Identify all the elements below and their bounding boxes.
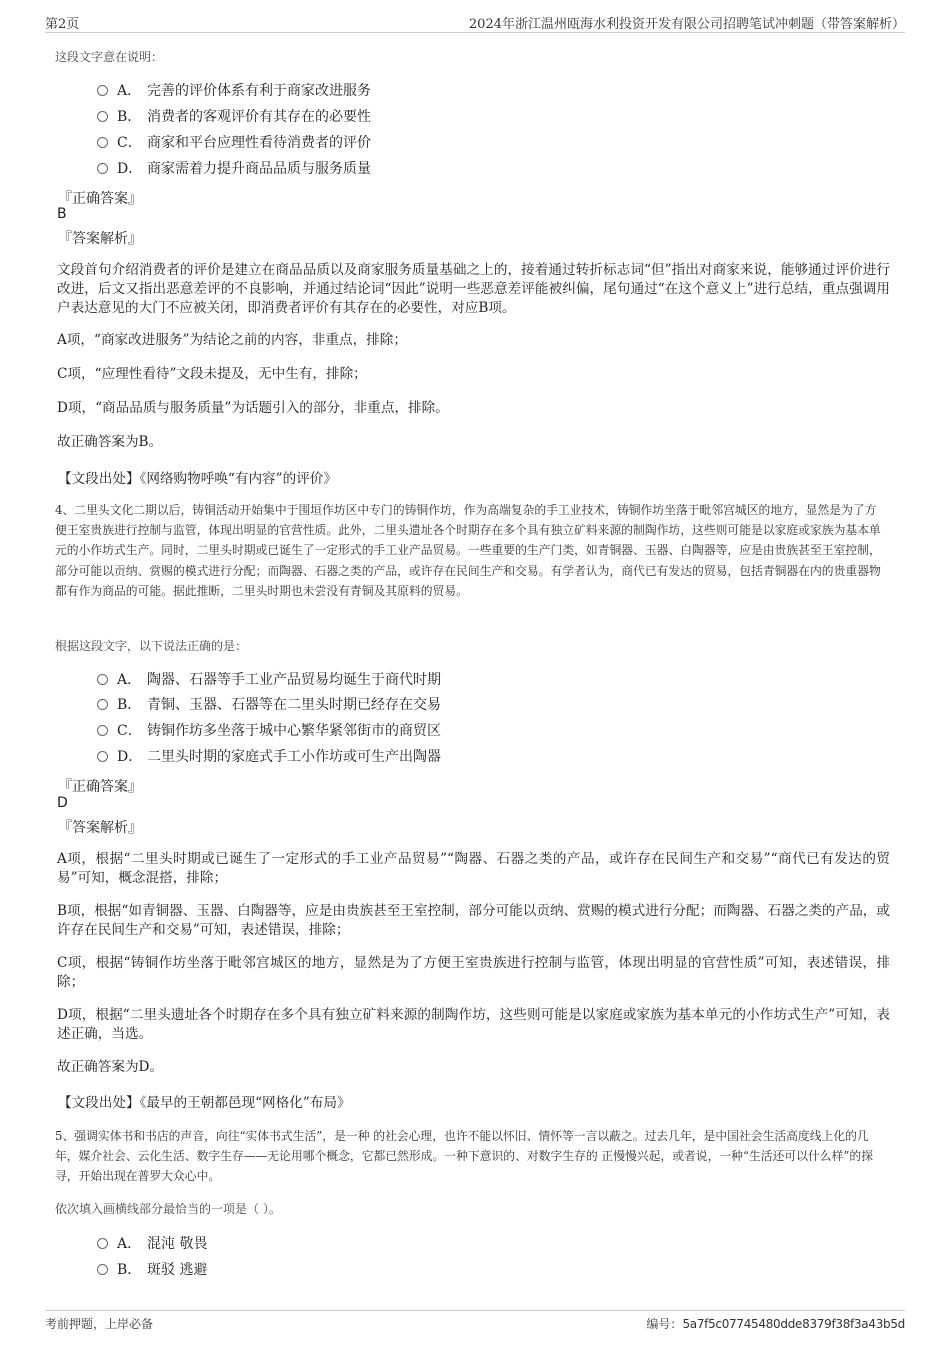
q5-option-a[interactable]: A． 混沌 敬畏 — [97, 1233, 207, 1255]
q4-prompt: 根据这段文字，以下说法正确的是： — [55, 639, 248, 653]
footer-slogan: 考前押题，上岸必备 — [45, 1317, 154, 1331]
q4-option-a[interactable]: A． 陶器、石器等手工业产品贸易均诞生于商代时期 — [97, 669, 441, 691]
q5-option-b[interactable]: B． 斑驳 逃避 — [97, 1259, 207, 1281]
radio-icon[interactable] — [97, 751, 108, 762]
q3-analysis-heading: 『答案解析』 — [58, 231, 142, 247]
q3-option-c[interactable]: C． 商家和平台应理性看待消费者的评价 — [97, 132, 371, 154]
q3-conclusion: 故正确答案为B。 — [57, 434, 163, 450]
document-title: 2024年浙江温州瓯海水利投资开发有限公司招聘笔试冲刺题（带答案解析） — [468, 17, 905, 32]
radio-icon[interactable] — [97, 1264, 108, 1275]
q4-analysis-c: C项，根据“铸铜作坊坐落于毗邻宫城区的地方，显然是为了方便王室贵族进行控制与监管，体现出明显的官营性质”可知，表述错误，排除； — [57, 955, 890, 990]
document-id: 编号：5a7f5c07745480dde8379f38f3a43b5d — [646, 1317, 905, 1331]
q3-option-d[interactable]: D． 商家需着力提升商品品质与服务质量 — [97, 158, 371, 180]
radio-icon[interactable] — [97, 163, 108, 174]
q5-prompt: 依次填入画横线部分最恰当的一项是（ ）。 — [55, 1202, 281, 1216]
radio-icon[interactable] — [97, 725, 108, 736]
q4-passage: 4、二里头文化二期以后，铸铜活动开始集中于围垣作坊区中专门的铸铜作坊，作为高端复杂的手工业技术，铸铜作坊坐落于毗邻宫城区的地方，显然是为了方便王室贵族进行控制与监管，体现出明显的官营性质。此外，二里头遗址各个时期存在多个具有独立矿料来源的制陶作坊，这些则可能是以家庭或家族为基本单元的小作坊式生产。同时，二里头时期或已诞生了一定形式的手工业产品贸易。一些重要的生产门类，如青铜器、玉器、白陶器等，应是由贵族甚至王室控制，部分可能以贡纳、赏赐的模式进行分配；而陶器、石器之类的产品，或许存在民间生产和交易。有学者认为，商代已有发达的贸易，包括青铜器在内的贵重器物都有作为商品的可能。据此推断，二里头时期也未尝没有青铜及其原料的贸易。 — [55, 503, 881, 598]
q4-analysis-d: D项，根据“二里头遗址各个时期存在多个具有独立矿料来源的制陶作坊，这些则可能是以家庭或家族为基本单元的小作坊式生产”可知，表述正确，当选。 — [57, 1007, 890, 1042]
q4-analysis-a: A项，根据“二里头时期或已诞生了一定形式的手工业产品贸易”“陶器、石器之类的产品，或许存在民间生产和交易”“商代已有发达的贸易”可知，概念混搭，排除； — [57, 851, 890, 886]
q4-conclusion: 故正确答案为D。 — [57, 1059, 164, 1075]
radio-icon[interactable] — [97, 111, 108, 122]
q3-analysis-a: A项，“商家改进服务”为结论之前的内容，非重点，排除； — [57, 332, 407, 348]
q4-analysis-b: B项，根据“如青铜器、玉器、白陶器等，应是由贵族甚至王室控制，部分可能以贡纳、赏赐的模式进行分配；而陶器、石器之类的产品，或许存在民间生产和交易”可知，表述错误，排除； — [57, 903, 890, 938]
page-footer — [45, 1310, 905, 1331]
q5-passage: 5、强调实体书和书店的声音，向往“实体书式生活”，是一种 的社会心理，也许不能以怀旧、情怀等一言以蔽之。过去几年，是中国社会生活高度线上化的几年，媒介社会、云化生活、数字生存——无论用哪个概念，它都已然形成。一种下意识的、对数字生存的 正慢慢兴起，或者说，一种“生活还可以什么样”的探寻，开始出现在普罗大众心中。 — [55, 1129, 874, 1184]
radio-icon[interactable] — [97, 137, 108, 148]
q4-option-b[interactable]: B． 青铜、玉器、石器等在二里头时期已经存在交易 — [97, 694, 441, 716]
q3-answer-heading: 『正确答案』 — [58, 191, 142, 207]
q3-analysis-c: C项，“应理性看待”文段未提及，无中生有，排除； — [57, 366, 367, 382]
page-number: 第2页 — [45, 17, 80, 32]
q3-analysis-paragraph: 文段首句介绍消费者的评价是建立在商品品质以及商家服务质量基础之上的，接着通过转折标志词“但”指出对商家来说，能够通过评价进行改进，后文又指出恶意差评的不良影响，并通过结论词“因此”说明一些恶意差评能被纠偏，尾句通过“在这个意义上”进行总结，重点强调用户表达意见的大门不应被关闭，即消费者评价有其存在的必要性，对应B项。 — [57, 262, 890, 316]
radio-icon[interactable] — [97, 1238, 108, 1249]
q3-source: 【文段出处】《网络购物呼唤“有内容”的评价》 — [58, 471, 337, 487]
q3-prompt: 这段文字意在说明： — [55, 50, 164, 64]
q3-answer: B — [57, 206, 67, 222]
radio-icon[interactable] — [97, 85, 108, 96]
q4-answer: D — [57, 795, 68, 811]
q4-answer-heading: 『正确答案』 — [58, 779, 142, 795]
q3-option-a[interactable]: A． 完善的评价体系有利于商家改进服务 — [97, 80, 371, 102]
q4-analysis-heading: 『答案解析』 — [58, 820, 142, 836]
q3-analysis-d: D项，“商品品质与服务质量”为话题引入的部分，非重点，排除。 — [57, 400, 449, 416]
radio-icon[interactable] — [97, 674, 108, 685]
q4-source: 【文段出处】《最早的王朝都邑现“网格化”布局》 — [58, 1095, 351, 1111]
q4-option-c[interactable]: C． 铸铜作坊多坐落于城中心繁华紧邻街市的商贸区 — [97, 720, 441, 742]
q3-option-b[interactable]: B． 消费者的客观评价有其存在的必要性 — [97, 106, 371, 128]
page-header — [45, 10, 905, 33]
q4-option-d[interactable]: D． 二里头时期的家庭式手工小作坊或可生产出陶器 — [97, 746, 441, 768]
radio-icon[interactable] — [97, 699, 108, 710]
